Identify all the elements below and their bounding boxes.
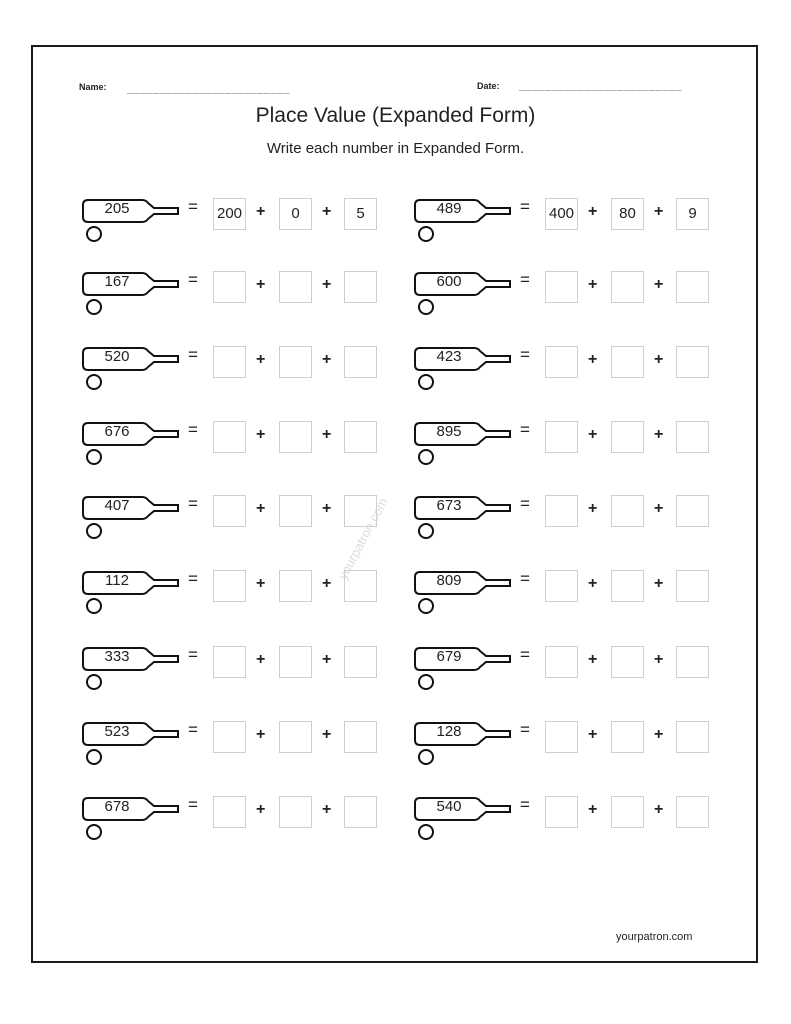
- plus-sign: +: [588, 575, 598, 592]
- plus-sign: +: [256, 575, 266, 592]
- equals-sign: =: [520, 569, 530, 588]
- equals-sign: =: [188, 345, 198, 364]
- plus-sign: +: [322, 500, 332, 517]
- plus-sign: +: [256, 351, 266, 368]
- problem-number: 679: [436, 648, 462, 665]
- problem-number: 678: [104, 798, 130, 815]
- hundreds-answer-box[interactable]: [213, 570, 246, 602]
- problem-item: [80, 645, 380, 695]
- name-field[interactable]: _________________________: [127, 83, 291, 94]
- plus-sign: +: [256, 276, 266, 293]
- problem-number: 205: [104, 200, 130, 217]
- problem-item: [80, 494, 380, 544]
- problem-number: 489: [436, 200, 462, 217]
- plus-sign: +: [588, 500, 598, 517]
- equals-sign: =: [188, 420, 198, 439]
- plus-sign: +: [256, 651, 266, 668]
- tens-answer-box[interactable]: [611, 346, 644, 378]
- equals-sign: =: [520, 345, 530, 364]
- tens-answer-box[interactable]: 80: [611, 198, 644, 230]
- hundreds-answer-box[interactable]: [213, 421, 246, 453]
- problem-item: [412, 420, 712, 470]
- hundreds-answer-box[interactable]: [213, 346, 246, 378]
- tens-answer-box[interactable]: [611, 421, 644, 453]
- equals-sign: =: [188, 795, 198, 814]
- plus-sign: +: [654, 651, 664, 668]
- problem-item: [80, 569, 380, 619]
- plus-sign: +: [588, 351, 598, 368]
- plus-sign: +: [588, 726, 598, 743]
- hundreds-answer-box[interactable]: [213, 271, 246, 303]
- problem-item: [412, 197, 712, 247]
- hundreds-answer-box[interactable]: 200: [213, 198, 246, 230]
- tens-answer-box[interactable]: [279, 346, 312, 378]
- tens-answer-box[interactable]: [279, 271, 312, 303]
- equals-sign: =: [520, 795, 530, 814]
- plus-sign: +: [588, 801, 598, 818]
- name-label: Name:: [79, 82, 107, 92]
- problem-number: 676: [104, 423, 130, 440]
- equals-sign: =: [520, 197, 530, 216]
- hundreds-answer-box[interactable]: [545, 796, 578, 828]
- hundreds-answer-box[interactable]: [213, 721, 246, 753]
- problem-number: 600: [436, 273, 462, 290]
- problem-number: 112: [105, 572, 129, 589]
- plus-sign: +: [256, 726, 266, 743]
- page-title: Place Value (Expanded Form): [255, 104, 536, 127]
- problem-item: [412, 494, 712, 544]
- problem-number: 673: [436, 497, 462, 514]
- plus-sign: +: [588, 426, 598, 443]
- equals-sign: =: [188, 494, 198, 513]
- tens-answer-box[interactable]: [279, 721, 312, 753]
- tens-answer-box[interactable]: 0: [279, 198, 312, 230]
- ones-answer-box[interactable]: [344, 421, 377, 453]
- problem-item: [412, 270, 712, 320]
- equals-sign: =: [520, 494, 530, 513]
- tens-answer-box[interactable]: [611, 721, 644, 753]
- ones-answer-box[interactable]: [344, 495, 377, 527]
- plus-sign: +: [654, 500, 664, 517]
- plus-sign: +: [322, 801, 332, 818]
- hundreds-answer-box[interactable]: [545, 346, 578, 378]
- ones-answer-box[interactable]: 5: [344, 198, 377, 230]
- ones-answer-box[interactable]: [676, 646, 709, 678]
- equals-sign: =: [188, 645, 198, 664]
- plus-sign: +: [588, 203, 598, 220]
- hundreds-answer-box[interactable]: [213, 646, 246, 678]
- problem-item: [80, 795, 380, 845]
- problem-item: [80, 197, 380, 247]
- equals-sign: =: [188, 569, 198, 588]
- plus-sign: +: [322, 203, 332, 220]
- problem-number: 895: [436, 423, 462, 440]
- ones-answer-box[interactable]: [344, 721, 377, 753]
- problem-item: [412, 569, 712, 619]
- tens-answer-box[interactable]: [279, 421, 312, 453]
- date-field[interactable]: _________________________: [519, 80, 683, 91]
- ones-answer-box[interactable]: [676, 346, 709, 378]
- tens-answer-box[interactable]: [279, 495, 312, 527]
- plus-sign: +: [322, 426, 332, 443]
- problem-item: [80, 420, 380, 470]
- ones-answer-box[interactable]: [676, 570, 709, 602]
- tens-answer-box[interactable]: [611, 495, 644, 527]
- plus-sign: +: [322, 276, 332, 293]
- equals-sign: =: [188, 270, 198, 289]
- date-label: Date:: [477, 81, 500, 91]
- problem-item: [412, 345, 712, 395]
- hundreds-answer-box[interactable]: [545, 570, 578, 602]
- footer-credit: yourpatron.com: [616, 931, 693, 943]
- ones-answer-box[interactable]: [344, 271, 377, 303]
- plus-sign: +: [654, 801, 664, 818]
- hundreds-answer-box[interactable]: [213, 796, 246, 828]
- ones-answer-box[interactable]: [676, 495, 709, 527]
- equals-sign: =: [188, 197, 198, 216]
- ones-answer-box[interactable]: [676, 421, 709, 453]
- equals-sign: =: [188, 720, 198, 739]
- ones-answer-box[interactable]: [676, 271, 709, 303]
- hundreds-answer-box[interactable]: [545, 421, 578, 453]
- plus-sign: +: [256, 801, 266, 818]
- problem-item: [412, 720, 712, 770]
- plus-sign: +: [322, 726, 332, 743]
- ones-answer-box[interactable]: [676, 721, 709, 753]
- ones-answer-box[interactable]: [344, 346, 377, 378]
- plus-sign: +: [588, 276, 598, 293]
- ones-answer-box[interactable]: [344, 646, 377, 678]
- tens-answer-box[interactable]: [611, 796, 644, 828]
- equals-sign: =: [520, 720, 530, 739]
- tens-answer-box[interactable]: [279, 796, 312, 828]
- hundreds-answer-box[interactable]: [545, 495, 578, 527]
- plus-sign: +: [322, 651, 332, 668]
- equals-sign: =: [520, 645, 530, 664]
- problem-number: 523: [104, 723, 130, 740]
- tens-answer-box[interactable]: [611, 646, 644, 678]
- hundreds-answer-box[interactable]: [545, 271, 578, 303]
- problem-item: [412, 645, 712, 695]
- hundreds-answer-box[interactable]: 400: [545, 198, 578, 230]
- tens-answer-box[interactable]: [611, 570, 644, 602]
- problem-number: 333: [104, 648, 130, 665]
- ones-answer-box[interactable]: 9: [676, 198, 709, 230]
- watermark: yourpatron.com: [335, 495, 391, 583]
- plus-sign: +: [256, 203, 266, 220]
- hundreds-answer-box[interactable]: [213, 495, 246, 527]
- plus-sign: +: [256, 500, 266, 517]
- problem-item: [412, 795, 712, 845]
- ones-answer-box[interactable]: [344, 570, 377, 602]
- problem-item: [80, 270, 380, 320]
- plus-sign: +: [654, 726, 664, 743]
- problem-number: 809: [436, 572, 462, 589]
- problem-number: 540: [436, 798, 462, 815]
- problem-number: 167: [104, 273, 130, 290]
- tens-answer-box[interactable]: [279, 570, 312, 602]
- problem-number: 520: [104, 348, 130, 365]
- problem-number: 128: [436, 723, 462, 740]
- plus-sign: +: [256, 426, 266, 443]
- hundreds-answer-box[interactable]: [545, 646, 578, 678]
- plus-sign: +: [322, 575, 332, 592]
- instructions: Write each number in Expanded Form.: [266, 140, 525, 157]
- problem-number: 407: [104, 497, 130, 514]
- plus-sign: +: [654, 203, 664, 220]
- problem-item: [80, 720, 380, 770]
- tens-answer-box[interactable]: [611, 271, 644, 303]
- plus-sign: +: [322, 351, 332, 368]
- equals-sign: =: [520, 420, 530, 439]
- equals-sign: =: [520, 270, 530, 289]
- plus-sign: +: [654, 276, 664, 293]
- plus-sign: +: [588, 651, 598, 668]
- plus-sign: +: [654, 426, 664, 443]
- plus-sign: +: [654, 575, 664, 592]
- plus-sign: +: [654, 351, 664, 368]
- problem-item: [80, 345, 380, 395]
- tens-answer-box[interactable]: [279, 646, 312, 678]
- ones-answer-box[interactable]: [344, 796, 377, 828]
- problem-number: 423: [436, 348, 462, 365]
- hundreds-answer-box[interactable]: [545, 721, 578, 753]
- ones-answer-box[interactable]: [676, 796, 709, 828]
